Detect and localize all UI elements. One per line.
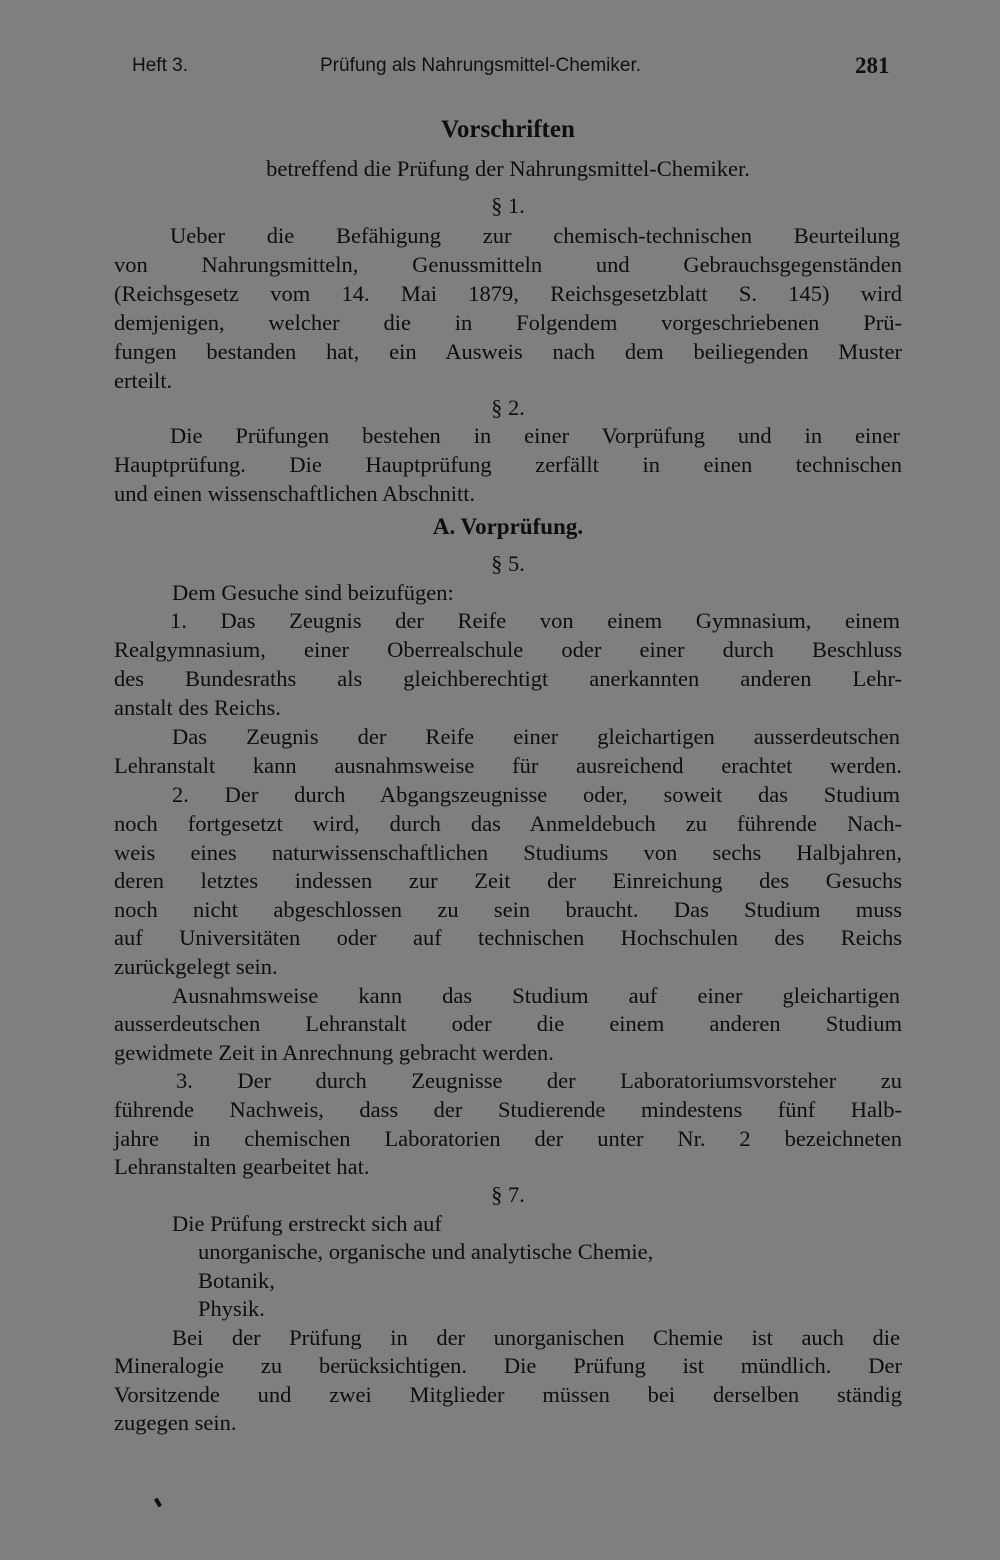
- paragraph-line: Die Prüfung erstreckt sich auf: [172, 1211, 442, 1236]
- paragraph-line: Ausnahmsweise kann das Studium auf einer gleichartigen: [172, 983, 900, 1008]
- paragraph-line: anstalt des Reichs.: [114, 695, 281, 720]
- paragraph-line: demjenigen, welcher die in Folgendem vorgeschriebenen Prü-: [114, 310, 902, 335]
- paragraph-line: Lehranstalten gearbeitet hat.: [114, 1154, 370, 1179]
- paragraph-line: Das Zeugnis der Reife einer gleichartigen ausserdeutschen: [172, 724, 900, 749]
- document-heading: Vorschriften: [441, 116, 575, 143]
- paragraph-line: 2. Der durch Abgangszeugnisse oder, soweit das Studium: [172, 782, 900, 807]
- paragraph-line: führende Nachweis, dass der Studierende mindestens fünf Halb-: [114, 1097, 902, 1122]
- paragraph-line: Bei der Prüfung in der unorganischen Chemie ist auch die: [172, 1325, 900, 1350]
- paragraph-line: und einen wissenschaftlichen Abschnitt.: [114, 481, 476, 506]
- paragraph-line: Lehranstalt kann ausnahmsweise für ausreichend erachtet werden.: [114, 753, 902, 778]
- paragraph-line: zugegen sein.: [114, 1410, 237, 1435]
- section-mark-1: § 1.: [491, 193, 525, 218]
- document-subheading: betreffend die Prüfung der Nahrungsmittel-Chemiker.: [266, 156, 750, 181]
- paragraph-line: deren letztes indessen zur Zeit der Einreichung des Gesuchs: [114, 868, 902, 893]
- paragraph-line: noch fortgesetzt wird, durch das Anmeldebuch zu führende Nach-: [114, 811, 902, 836]
- paragraph-line: 1. Das Zeugnis der Reife von einem Gymnasium, einem: [170, 608, 900, 633]
- paragraph-line: jahre in chemischen Laboratorien der unter Nr. 2 bezeichneten: [114, 1126, 902, 1151]
- section-mark-7: § 7.: [491, 1182, 525, 1207]
- list-item: Botanik,: [198, 1268, 275, 1293]
- paragraph-line: Mineralogie zu berücksichtigen. Die Prüfung ist mündlich. Der: [114, 1353, 902, 1378]
- paragraph-line: Ueber die Befähigung zur chemisch-technischen Beurteilung: [170, 223, 900, 248]
- paragraph-line: auf Universitäten oder auf technischen Hochschulen des Reichs: [114, 925, 902, 950]
- paragraph-line: fungen bestanden hat, ein Ausweis nach dem beiliegenden Muster: [114, 339, 902, 364]
- paragraph-line: noch nicht abgeschlossen zu sein braucht. Das Studium muss: [114, 897, 902, 922]
- paragraph-line: 3. Der durch Zeugnisse der Laboratoriumsvorsteher zu: [176, 1068, 902, 1093]
- paragraph-line: (Reichsgesetz vom 14. Mai 1879, Reichsgesetzblatt S. 145) wird: [114, 281, 902, 306]
- paragraph-line: Die Prüfungen bestehen in einer Vorprüfung und in einer: [170, 423, 900, 448]
- paragraph-line: gewidmete Zeit in Anrechnung gebracht werden.: [114, 1040, 554, 1065]
- paragraph-line: des Bundesraths als gleichberechtigt anerkannten anderen Lehr-: [114, 666, 902, 691]
- part-heading-a: A. Vorprüfung.: [432, 514, 584, 539]
- paragraph-line: von Nahrungsmitteln, Genussmitteln und Gebrauchsgegenständen: [114, 252, 902, 277]
- page-number: 281: [855, 53, 890, 78]
- paragraph-line: Hauptprüfung. Die Hauptprüfung zerfällt in einen technischen: [114, 452, 902, 477]
- paragraph-line: Dem Gesuche sind beizufügen:: [172, 580, 454, 605]
- paragraph-line: Realgymnasium, einer Oberrealschule oder einer durch Beschluss: [114, 637, 902, 662]
- print-speck: [154, 1498, 162, 1508]
- list-item: Physik.: [198, 1296, 265, 1321]
- section-mark-5: § 5.: [491, 551, 525, 576]
- list-item: unorganische, organische und analytische Chemie,: [198, 1239, 654, 1264]
- running-head-issue: Heft 3.: [132, 55, 188, 76]
- paragraph-line: zurückgelegt sein.: [114, 954, 278, 979]
- running-head-title: Prüfung als Nahrungsmittel-Chemiker.: [320, 55, 642, 76]
- paragraph-line: weis eines naturwissenschaftlichen Studiums von sechs Halbjahren,: [114, 840, 902, 865]
- paragraph-line: ausserdeutschen Lehranstalt oder die einem anderen Studium: [114, 1011, 902, 1036]
- section-mark-2: § 2.: [491, 395, 525, 420]
- paragraph-line: erteilt.: [114, 368, 173, 393]
- paragraph-line: Vorsitzende und zwei Mitglieder müssen bei derselben ständig: [114, 1382, 902, 1407]
